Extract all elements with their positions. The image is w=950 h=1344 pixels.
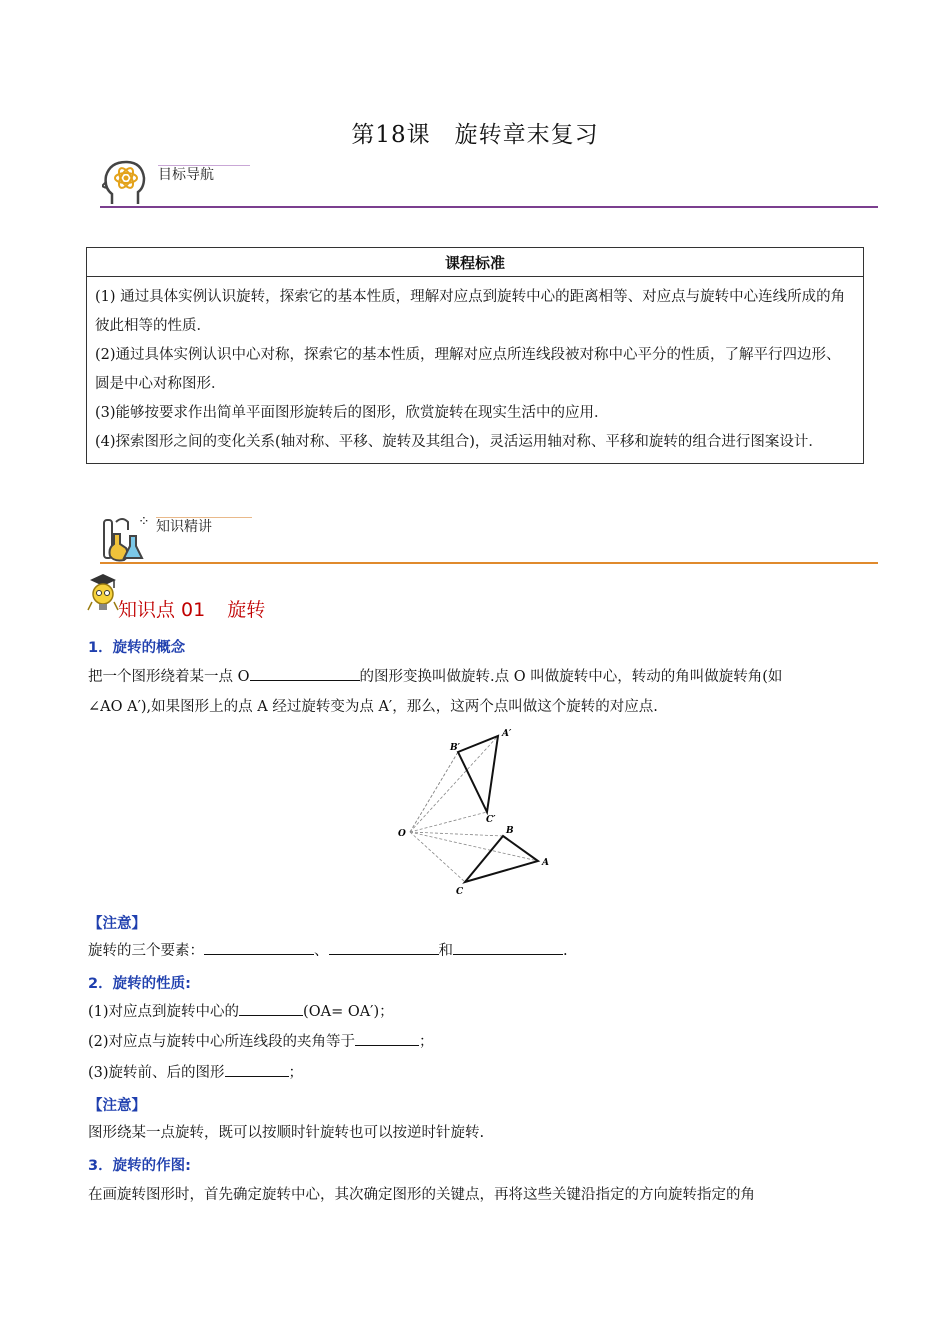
standard-item: (4)探索图形之间的变化关系(轴对称、平移、旋转及其组合)，灵活运用轴对称、平移和旋转的组合进行图案设计． [95, 434, 823, 450]
section-rule-goal [100, 206, 878, 208]
knowledge-point-title [118, 595, 287, 622]
knowledge-point-name: 旋转 [227, 599, 266, 621]
note-label: 【注意】 [88, 1098, 146, 1114]
graduate-bulb-icon [86, 572, 120, 616]
fill-blank [204, 939, 314, 955]
label-b: B [506, 826, 514, 836]
sparkle-icon: ⁘ [138, 514, 150, 530]
fill-blank [355, 1030, 419, 1046]
divider [158, 165, 250, 166]
note-three-elements: 旋转的三个要素： 、 和 . [88, 936, 568, 966]
note-direction: 图形绕某一点旋转，既可以按顺时针旋转也可以按逆时针旋转. [88, 1125, 485, 1141]
label-c: C [456, 887, 464, 897]
fill-blank [453, 939, 563, 955]
label-o: O [398, 829, 406, 839]
note-label: 【注意】 [88, 916, 146, 932]
section-label-goal: 目标导航 [158, 167, 214, 183]
paragraph-concept: 把一个图形绕着某一点 O 的图形变换叫做旋转.点 O 叫做旋转中心，转动的角叫做旋转角(如 ∠AO A′),如果图形上的点 A 经过旋转变为点 A′，那么，这两个点叫做这个旋转的对应点. [88, 662, 868, 722]
page-title: 第18课 旋转章末复习 [351, 122, 599, 148]
brain-head-icon [102, 158, 148, 208]
standard-item: (2)通过具体实例认识中心对称，探索它的基本性质，理解对应点所连线段被对称中心平分的性质，了解平行四边形、圆是中心对称图形． [95, 347, 841, 392]
label-a-prime: A′ [502, 729, 512, 739]
fill-blank [239, 1000, 303, 1016]
property-2: (2)对应点与旋转中心所连线段的夹角等于 ； [88, 1027, 434, 1057]
property-3: (3)旋转前、后的图形 ； [88, 1058, 303, 1088]
divider [156, 517, 252, 518]
label-b-prime: B′ [450, 743, 460, 753]
heading-rotation-properties: 2．旋转的性质: [88, 976, 191, 992]
label-a: A [542, 858, 549, 868]
section-rule-knowledge [100, 562, 878, 564]
fill-blank [225, 1061, 289, 1077]
fill-blank [250, 665, 360, 681]
course-standards-table [86, 247, 864, 464]
knowledge-point-number: 知识点 01 [118, 599, 206, 621]
rotation-figure [390, 726, 560, 898]
label-c-prime: C′ [486, 815, 496, 825]
property-1: (1)对应点到旋转中心的 (OA= OA′)； [88, 997, 394, 1027]
section-label-knowledge: 知识精讲 [156, 519, 212, 535]
paragraph-drawing: 在画旋转图形时，首先确定旋转中心，其次确定图形的关键点，再将这些关键沿指定的方向旋转指定的角 [88, 1187, 755, 1203]
heading-rotation-drawing: 3．旋转的作图: [88, 1158, 191, 1174]
heading-rotation-concept: 1．旋转的概念 [88, 640, 186, 656]
fill-blank [329, 939, 439, 955]
table-header: 课程标准 [87, 248, 864, 277]
standard-item: (1) 通过具体实例认识旋转，探索它的基本性质，理解对应点到旋转中心的距离相等、对应点与旋转中心连线所成的角彼此相等的性质． [95, 289, 846, 334]
standard-item: (3)能够按要求作出简单平面图形旋转后的图形，欣赏旋转在现实生活中的应用． [95, 405, 609, 421]
